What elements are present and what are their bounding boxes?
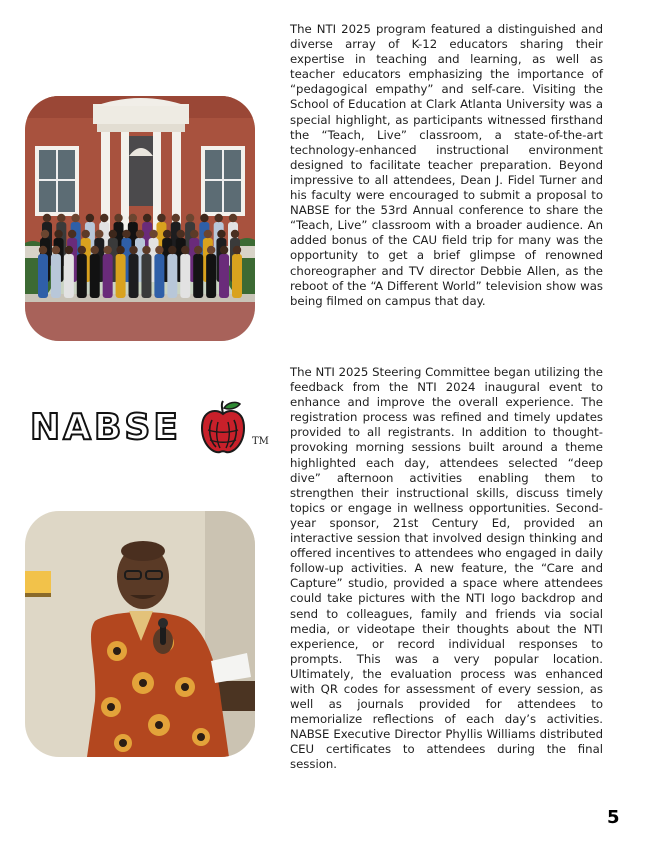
article-paragraph: The NTI 2025 Steering Committee began utilizing the feedback from the NTI 2024 inaugural event to enhance and improve the overall experience. The registration process was refined and timely updates provided to all registrants. In addition to thought-provoking morning sessions built around a theme highlighted each day, attendees selected “deep dive” afternoon activities enabling them to strengthen their instructional skills, discuss timely topics or engage in wellness opportunities. Second-year sponsor, 21st Century Ed, provided an interactive session that involved design thinking and offered incentives to attendees who engaged in daily follow-up activities. A new feature, the “Care and Capture” studio, provided a space where attendees could take pictures with the NTI logo backdrop and send to colleagues, family and friends via social media, or videotape their thoughts about the NTI experience, or record individual responses to prompts. This was a very popular location. Ultimately, the evaluation process was enhanced with QR codes for assessment of every session, as well as journals provided for attendees to memorialize reflections of each day’s activities. NABSE Executive Director Phyllis Williams distributed CEU certificates to attendees during the final session. xyxy=(290,365,603,772)
article-column-lower xyxy=(290,365,603,773)
page-number: 5 xyxy=(607,807,620,828)
trademark-mark: TM xyxy=(252,436,269,447)
article-paragraph: The NTI 2025 program featured a distinguished and diverse array of K-12 educators sharing their expertise in teaching and learning, as well as teacher educators emphasizing the importance of “pedagogical empathy” and self-care. Visiting the School of Education at Clark Atlanta University was a special highlight, as participants witnessed firsthand the “Teach, Live” classroom, a state-of-the-art technology-enhanced instructional environment designed to facilitate teacher preparation. Beyond impressive to all attendees, Dean J. Fidel Turner and his faculty were encouraged to submit a proposal to NABSE for the 53rd Annual conference to share the “Teach, Live” classroom with a broader audience. An added bonus of the CAU field trip for many was the opportunity to get a brief glimpse of renowned choreographer and TV director Debbie Allen, as the reboot of the “A Different World” television show was being filmed on campus that day. xyxy=(290,22,603,308)
article-column-upper xyxy=(290,22,603,309)
apple-icon xyxy=(198,400,248,456)
nabse-logo xyxy=(30,400,270,458)
group-photo xyxy=(25,96,255,341)
speaker-photo xyxy=(25,511,255,757)
logo-wordmark: NABSE xyxy=(30,407,181,448)
